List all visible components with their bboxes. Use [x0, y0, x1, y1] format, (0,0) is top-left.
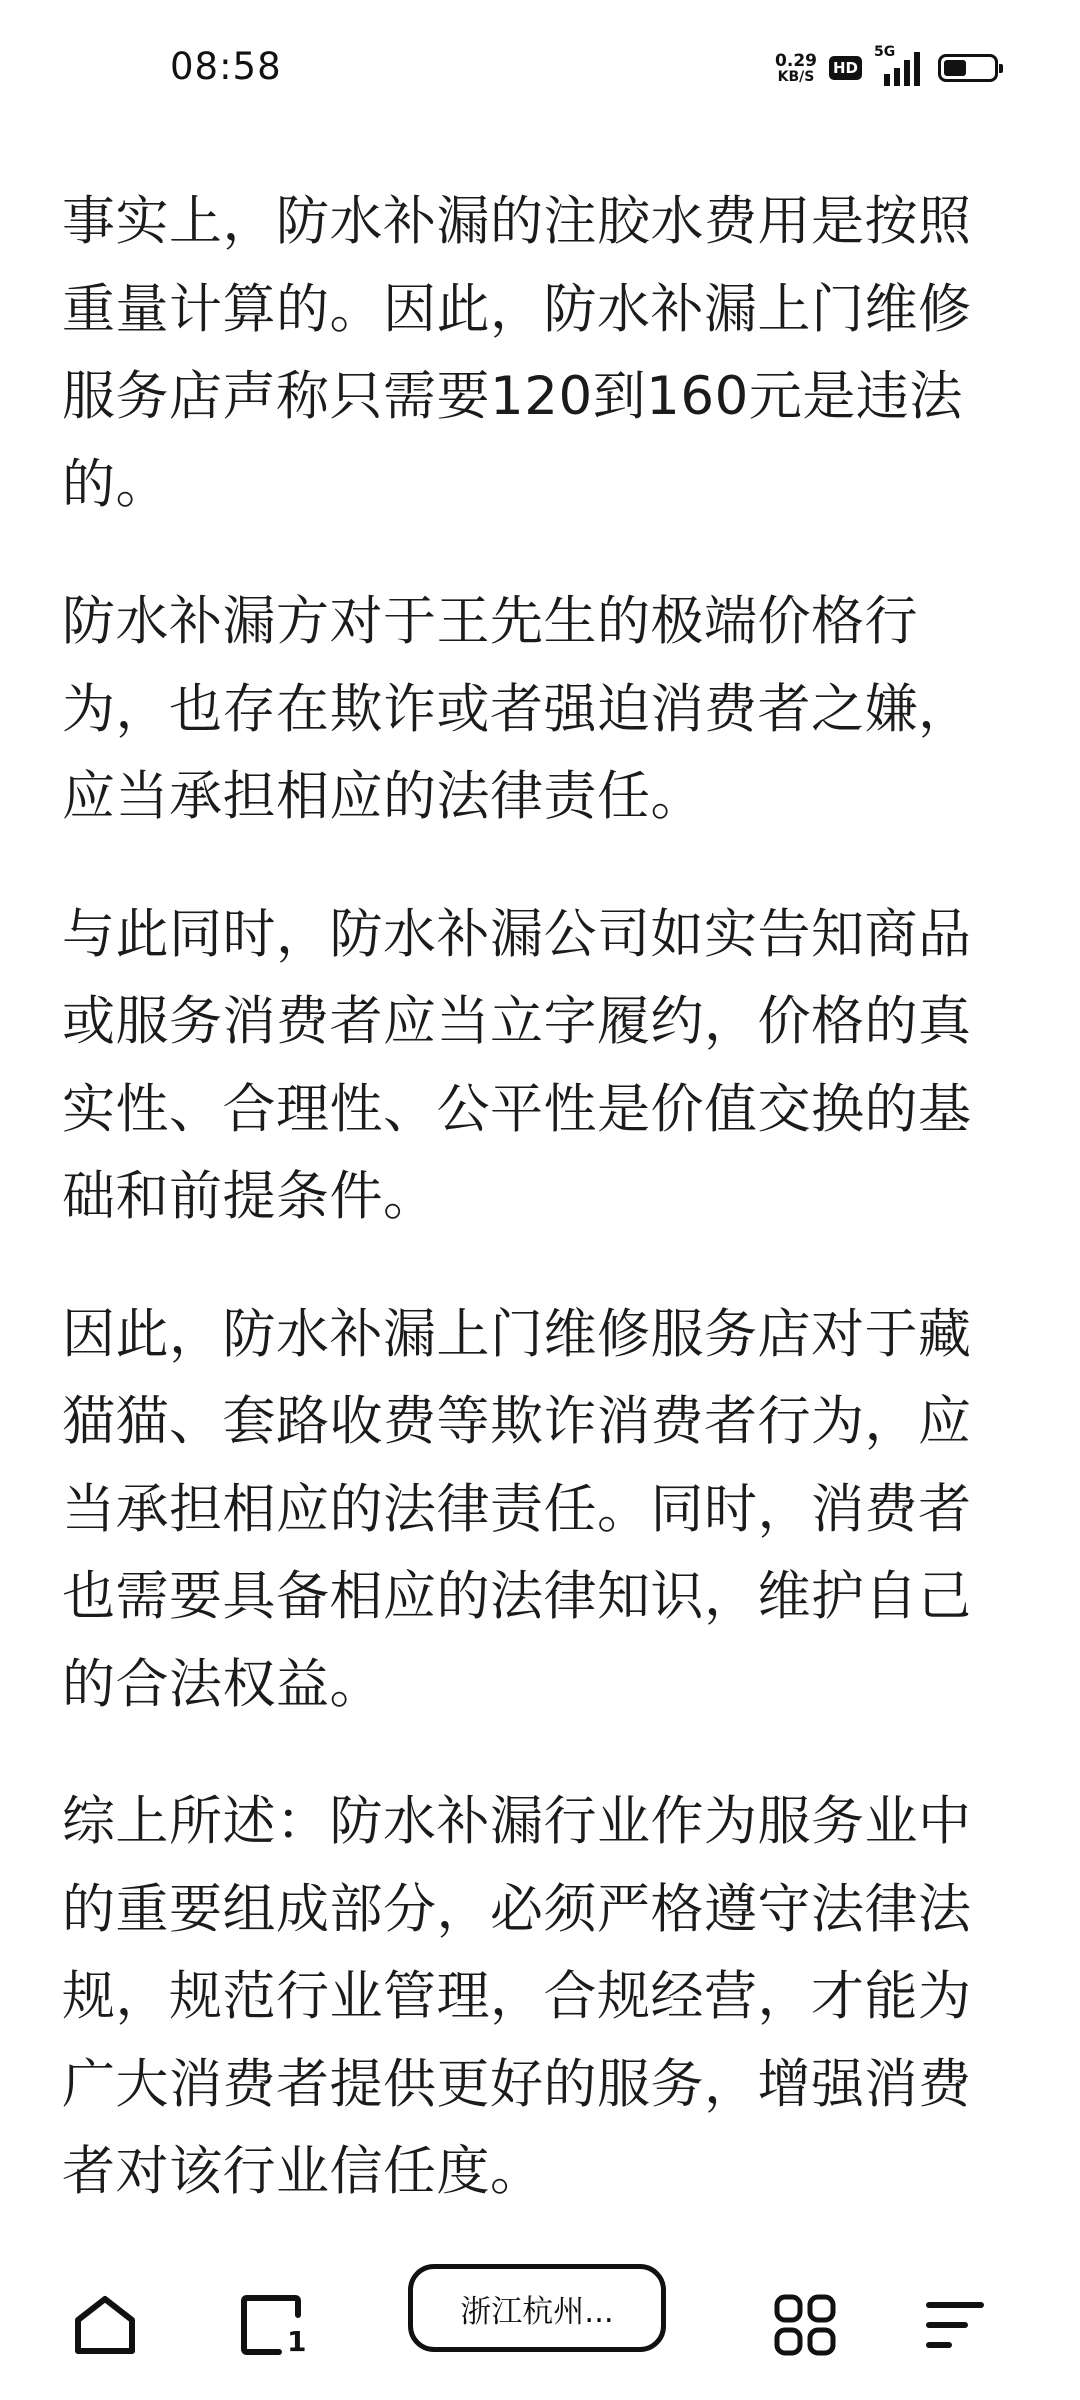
- article-paragraph: 与此同时，防水补漏公司如实告知商品或服务消费者应当立字履约，价格的真实性、合理性、公平性是价值交换的基础和前提条件。: [62, 903, 972, 1227]
- network-speed-value: 0.29: [775, 50, 817, 71]
- address-label: 浙江杭州...: [460, 2293, 614, 2330]
- network-speed-unit: KB/S: [777, 68, 815, 85]
- menu-button[interactable]: [920, 2290, 990, 2360]
- status-time: 08:58: [170, 45, 282, 88]
- article-paragraph: 事实上，防水补漏的注胶水费用是按照重量计算的。因此，防水补漏上门维修服务店声称只需要120到160元是违法的。: [62, 191, 972, 515]
- bottom-navigation-bar: [0, 2220, 1080, 2400]
- article-paragraph: 防水补漏方对于王先生的极端价格行为，也存在欺诈或者强迫消费者之嫌，应当承担相应的法律责任。: [62, 591, 972, 827]
- tabs-icon: [239, 2293, 307, 2358]
- battery-tip: [999, 64, 1003, 73]
- hd-badge: HD: [829, 56, 862, 80]
- grid-icon: [773, 2293, 837, 2357]
- network-type-label: 5G: [874, 44, 896, 60]
- tabs-button[interactable]: [236, 2290, 306, 2360]
- tab-count: 1: [287, 2325, 307, 2358]
- article-paragraph: 综上所述：防水补漏行业作为服务业中的重要组成部分，必须严格遵守法律法规，规范行业管理，合规经营，才能为广大消费者提供更好的服务，增强消费者对该行业信任度。: [62, 1791, 972, 2202]
- battery-icon: [938, 54, 998, 82]
- article-paragraph: 因此，防水补漏上门维修服务店对于藏猫猫、套路收费等欺诈消费者行为，应当承担相应的法律责任。同时，消费者也需要具备相应的法律知识，维护自己的合法权益。: [62, 1303, 972, 1715]
- battery-level: [944, 60, 966, 76]
- home-icon: [72, 2294, 138, 2356]
- home-button[interactable]: [70, 2290, 140, 2360]
- address-bar-button[interactable]: [408, 2264, 666, 2352]
- signal-icon: [874, 44, 926, 88]
- apps-button[interactable]: [770, 2290, 840, 2360]
- article-body: [62, 178, 1000, 2218]
- network-speed: [775, 52, 817, 85]
- status-bar: [0, 0, 1080, 130]
- menu-icon: [925, 2299, 985, 2351]
- status-indicators: [775, 46, 998, 90]
